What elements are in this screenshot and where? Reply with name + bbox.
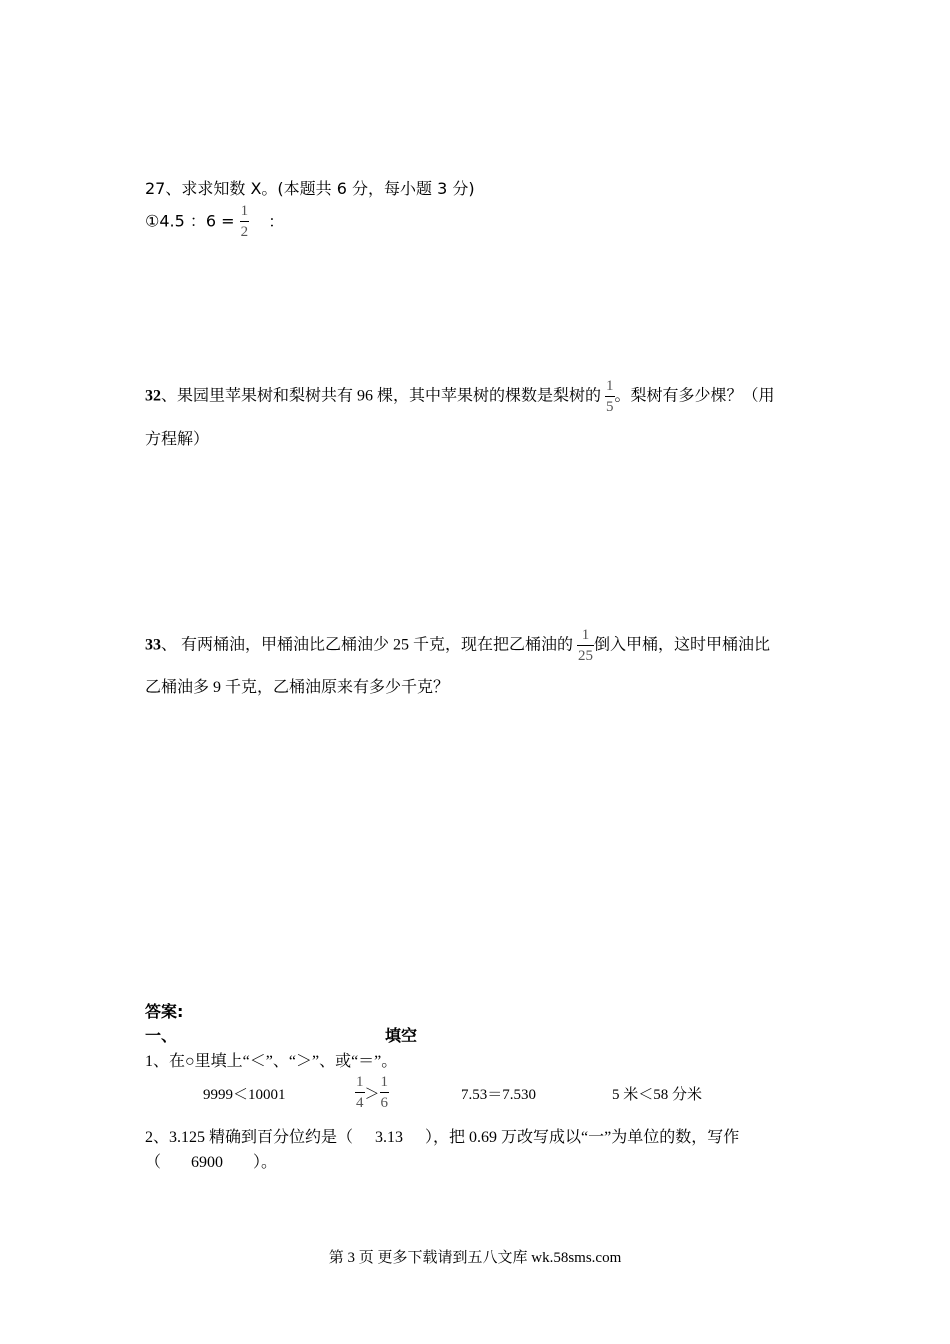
q27-frac-den: 2 xyxy=(240,224,249,240)
q33-text-before: 、 有两桶油，甲桶油比乙桶油少 25 千克，现在把乙桶油的 xyxy=(161,636,574,654)
q27-frac-num: 1 xyxy=(240,204,250,222)
answers-heading: 答案: xyxy=(145,1002,184,1021)
answer-1-item-4: 5 米＜58 分米 xyxy=(612,1087,703,1103)
answer-1-left-den: 4 xyxy=(356,1095,364,1111)
answer-2-open: （ xyxy=(145,1154,162,1171)
answer-1-item-1: 9999＜10001 xyxy=(203,1087,286,1103)
answer-1-item-3: 7.53＝7.530 xyxy=(461,1087,537,1103)
answers-section-number: 一、 xyxy=(145,1026,178,1045)
q27-item1 xyxy=(145,204,284,240)
answer-2-value-2: 6900 xyxy=(191,1154,224,1171)
answer-2-value-1: 3.13 xyxy=(375,1129,404,1146)
q32-line2: 方程解） xyxy=(145,431,210,448)
q27-item1-prefix: ①4.5 ：6 = xyxy=(145,211,235,231)
q32-frac-den: 5 xyxy=(606,399,614,415)
answer-1-right-den: 6 xyxy=(380,1095,389,1111)
q33-line1 xyxy=(145,628,770,664)
answer-1-item-2-right-fraction xyxy=(380,1075,390,1111)
answer-2-line1 xyxy=(145,1124,739,1147)
answer-1-right-num: 1 xyxy=(380,1075,390,1093)
page-footer: 第 3 页 更多下载请到五八文库 wk.58sms.com xyxy=(328,1250,622,1266)
answer-2-middle: ），把 0.69 万改写成以“一”为单位的数，写作 xyxy=(425,1129,740,1146)
answer-2-line2 xyxy=(145,1149,277,1172)
q33-frac-den: 25 xyxy=(578,648,594,664)
q33-text-after: 倒入甲桶，这时甲桶油比 xyxy=(594,636,771,654)
q33-frac-num: 1 xyxy=(577,628,594,646)
q27-item1-suffix: ： xyxy=(268,211,285,231)
q32-text-before: 、果园里苹果树和梨树共有 96 棵，其中苹果树的棵数是梨树的 xyxy=(161,387,602,405)
answer-2-close: ）。 xyxy=(253,1154,278,1171)
q32-line1 xyxy=(145,379,775,415)
q32-text-after: 。梨树有多少棵？（用 xyxy=(614,387,775,405)
answer-1-item-2 xyxy=(355,1075,389,1111)
answer-1-item-2-operator: ＞ xyxy=(364,1086,380,1103)
answer-1-item-2-left-fraction xyxy=(355,1075,365,1111)
answer-1-title: 1、在○里填上“＜”、“＞”、或“＝”。 xyxy=(145,1053,398,1070)
q32-number: 32 xyxy=(145,387,161,405)
q27-item1-fraction xyxy=(240,204,250,240)
q33-fraction xyxy=(577,628,594,664)
q33-number: 33 xyxy=(145,636,161,654)
answer-2-prefix: 2、3.125 精确到百分位约是（ xyxy=(145,1129,354,1146)
q33-line2: 乙桶油多 9 千克，乙桶油原来有多少千克？ xyxy=(145,679,450,696)
q27-title: 27、求求知数 X。(本题共 6 分，每小题 3 分) xyxy=(145,179,475,198)
answers-section-title: 填空 xyxy=(385,1026,418,1045)
q32-fraction xyxy=(605,379,615,415)
q32-frac-num: 1 xyxy=(605,379,615,397)
answer-1-left-num: 1 xyxy=(355,1075,365,1093)
